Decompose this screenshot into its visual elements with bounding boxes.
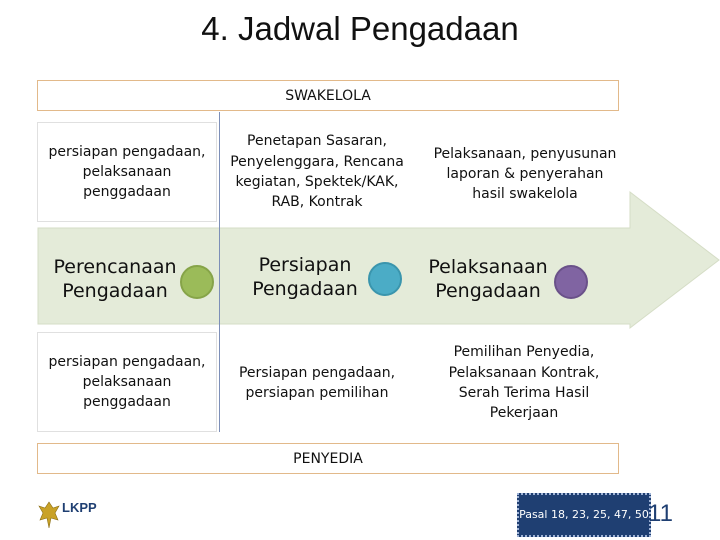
swakelola-header: [37, 80, 619, 111]
divider-line: [219, 112, 220, 432]
phase-pelaksanaan-dot: [554, 265, 588, 299]
penyedia-label: PENYEDIA: [293, 450, 363, 467]
phase-pelaksanaan-label: Pelaksanaan Pengadaan: [428, 256, 548, 302]
swakelola-text-perencanaan: persiapan pengadaan, pelaksanaan penggadaan: [48, 143, 206, 201]
penyedia-text-perencanaan: persiapan pengadaan, pelaksanaan penggadaan: [48, 353, 206, 411]
swakelola-text-pelaksanaan: Pelaksanaan, penyusunan laporan & penyerahan hasil swakelola: [433, 145, 617, 203]
penyedia-cell-persiapan: [222, 336, 412, 430]
penyedia-cell-perencanaan: [37, 332, 217, 432]
swakelola-label: SWAKELOLA: [285, 87, 371, 104]
phase-persiapan-dot: [368, 262, 402, 296]
swakelola-cell-perencanaan: [37, 122, 217, 222]
penyedia-text-persiapan: Persiapan pengadaan, persiapan pemilihan: [238, 364, 396, 401]
pasal-text: Pasal 18, 23, 25, 47, 50: [519, 507, 649, 521]
page-title: 4. Jadwal Pengadaan: [201, 10, 519, 47]
swakelola-text-persiapan: Penetapan Sasaran, Penyelenggara, Rencana kegiatan, Spektek/KAK, RAB, Kontrak: [230, 133, 404, 211]
swakelola-cell-pelaksanaan: [430, 124, 620, 224]
page-number: 11: [648, 500, 673, 527]
lkpp-logo-text: LKPP: [62, 500, 97, 515]
phase-persiapan-label: Persiapan Pengadaan: [252, 254, 358, 300]
garuda-emblem-icon: [38, 500, 60, 530]
phase-perencanaan-dot: [180, 265, 214, 299]
penyedia-cell-pelaksanaan: [428, 334, 620, 432]
phase-perencanaan-label: Perencanaan Pengadaan: [53, 256, 177, 302]
pasal-reference-box: [517, 493, 651, 537]
penyedia-header: [37, 443, 619, 474]
penyedia-text-pelaksanaan: Pemilihan Penyedia, Pelaksanaan Kontrak, Serah Terima Hasil Pekerjaan: [448, 344, 600, 422]
swakelola-cell-persiapan: [222, 120, 412, 224]
